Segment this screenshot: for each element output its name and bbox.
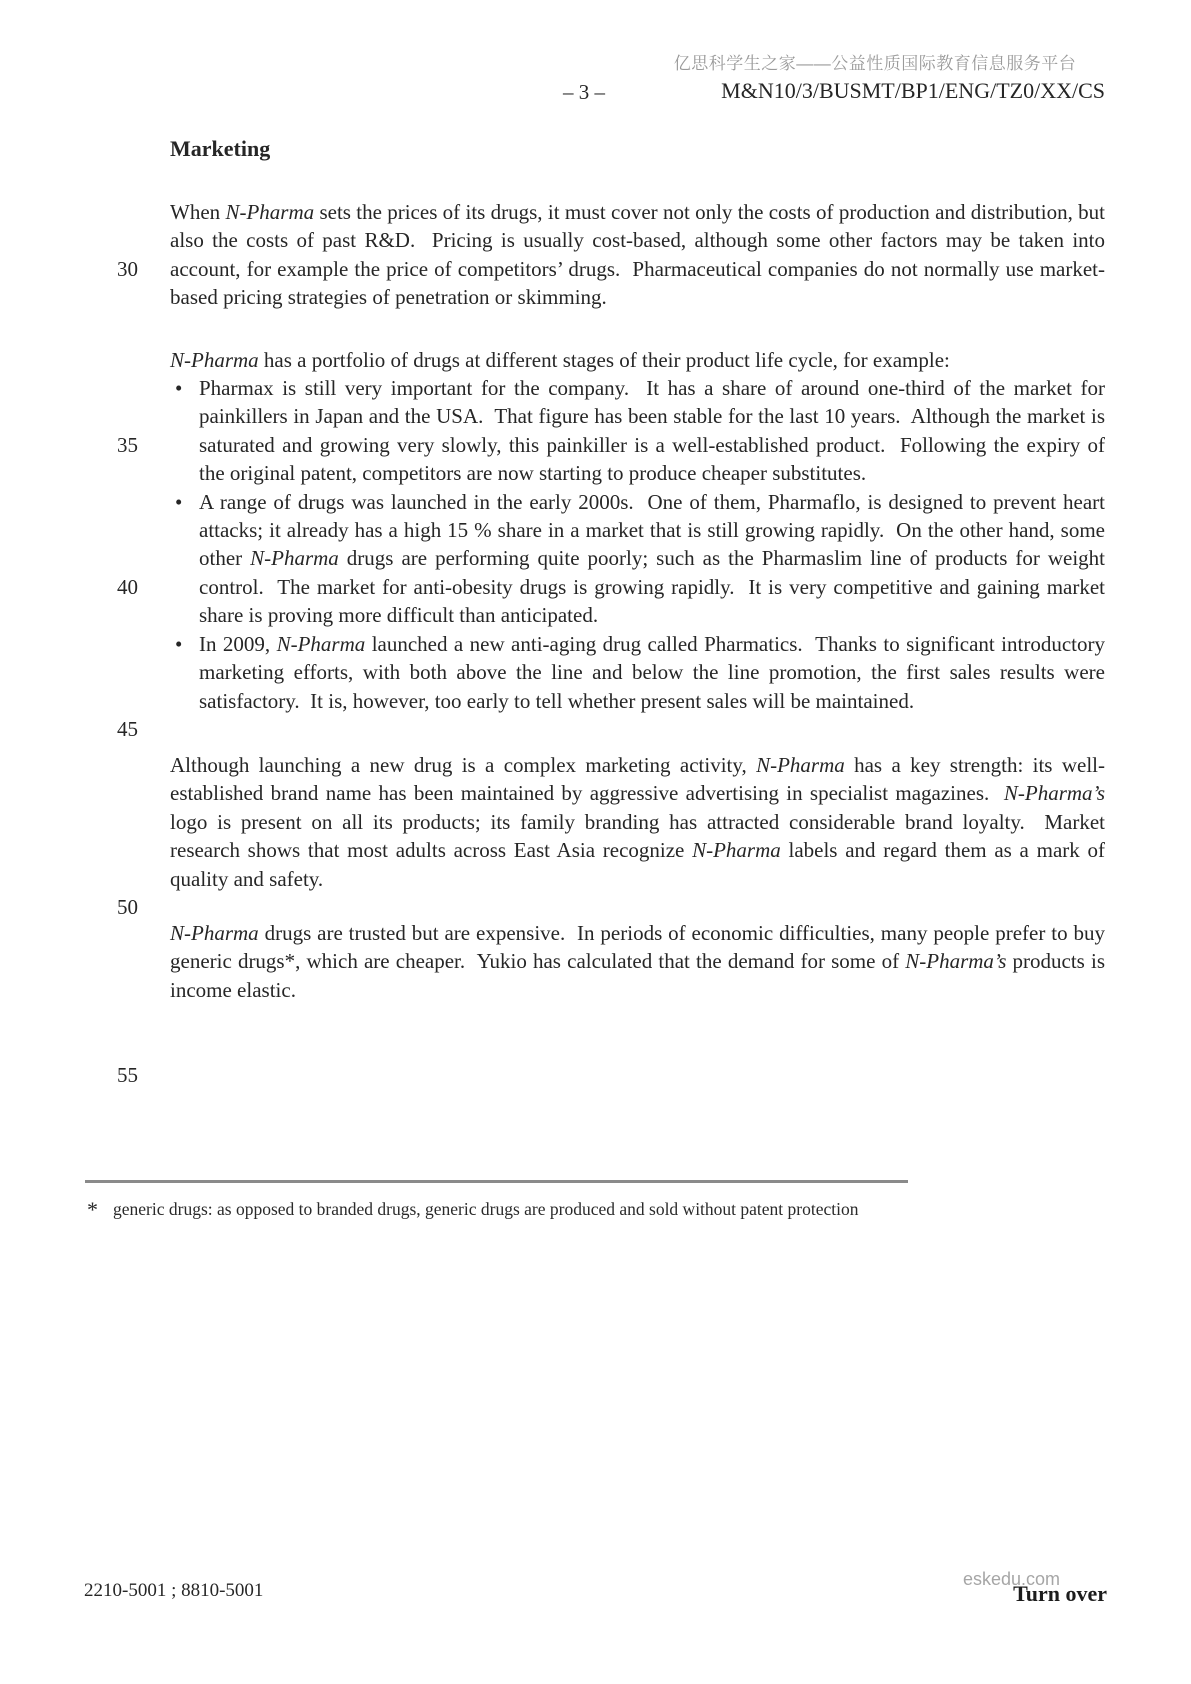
text-run: sets the prices of its drugs, it must cover not only the costs of production and distribution, but also the costs of past R&D. Pricing is usually cost-based, although some other factors may be taken into account, for example the price of competitors’ drugs. Pharmaceutical companies do not normally use market-based pricing strategies of penetration or skimming. [170, 200, 1105, 310]
text-run: has a key strength: its well-established brand name has been maintained by aggressive advertising in specialist magazines. [170, 752, 1105, 806]
text-run: drugs are performing quite poorly; such as the Pharmaslim line of products for weight control. The market for anti-obesity drugs is growing rapidly. It is very competitive and gaining market share is proving more difficult than anticipated. [199, 546, 1105, 628]
italic-text: N-Pharma [692, 838, 781, 863]
footnote-marker: * [87, 1197, 98, 1222]
footnote-text: generic drugs: as opposed to branded drugs, generic drugs are produced and sold without patent protection [113, 1199, 859, 1219]
text-run: drugs are trusted but are expensive. In periods of economic difficulties, many people prefer to buy generic drugs*, which are cheaper. Yukio has calculated that the demand for some of [170, 920, 1105, 974]
italic-text: N-Pharma [276, 631, 366, 656]
bullet-list [170, 374, 1105, 715]
bullet-icon: • [175, 489, 183, 514]
text-run: Pharmax is still very important for the company. It has a share of around one-third of the market for painkillers in Japan and the USA. That figure has been stable for the last 10 years. Although the market is saturated and growing very slowly, this painkiller is a well-established product. Following the expiry of the original patent, competitors are now starting to produce cheaper substitutes. [199, 376, 1105, 486]
paragraph [170, 198, 1105, 312]
line-number: 50 [117, 895, 138, 919]
text-run: products is income elastic. [170, 949, 1106, 1002]
italic-text: N-Pharma [225, 200, 315, 224]
text-run: logo is present on all its products; its family branding has attracted considerable brand loyalty. Market research shows that most adults across East Asia recognize [170, 809, 1105, 863]
line-number: 40 [117, 575, 138, 599]
text-run: When [170, 200, 226, 224]
bullet-item [170, 374, 1105, 488]
bullet-icon: • [175, 376, 183, 401]
line-number: 35 [117, 433, 138, 457]
italic-text: N-Pharma [170, 347, 259, 372]
paragraph [170, 346, 1105, 374]
site-banner-text: 亿思科学生之家——公益性质国际教育信息服务平台 [673, 54, 1077, 73]
italic-text: N-Pharma [170, 920, 259, 945]
bullet-item [170, 630, 1105, 715]
passage-text [170, 198, 1105, 1004]
section-heading: Marketing [170, 136, 271, 161]
italic-text: N-Pharma [756, 752, 845, 777]
footnote-divider [85, 1180, 908, 1183]
text-run: has a portfolio of drugs at different stages of their product life cycle, for example: [258, 347, 950, 372]
line-number: 30 [117, 257, 138, 281]
italic-text: N-Pharma [250, 546, 339, 571]
bullet-icon: • [175, 631, 183, 656]
footnote [87, 1198, 897, 1221]
paragraph [170, 919, 1105, 1004]
italic-text: N-Pharma’s [905, 949, 1007, 974]
turn-over-label: Turn over [1013, 1581, 1107, 1606]
text-run: A range of drugs was launched in the early 2000s. One of them, Pharmaflo, is designed to prevent heart attacks; it already has a high 15 % share in a market that is still growing rapidly. On the other hand, some other [199, 489, 1105, 571]
site-watermark: eskedu.com [963, 1569, 1061, 1589]
line-number: 55 [117, 1063, 138, 1087]
text-run: In 2009, [199, 631, 277, 656]
paper-code: M&N10/3/BUSMT/BP1/ENG/TZ0/XX/CS [721, 78, 1105, 103]
text-run: launched a new anti-aging drug called Pharmatics. Thanks to significant introductory marketing efforts, with both above the line and below the line promotion, the first sales results were satisfactory. It is, however, too early to tell whether present sales will be maintained. [199, 631, 1105, 713]
text-run: labels and regard them as a mark of quality and safety. [170, 838, 1105, 891]
italic-text: N-Pharma’s [1003, 781, 1105, 806]
text-run: Although launching a new drug is a complex marketing activity, [170, 752, 757, 777]
document-codes: 2210-5001 ; 8810-5001 [84, 1580, 264, 1601]
line-number: 45 [117, 717, 138, 741]
page-number: – 3 – [563, 80, 605, 104]
paragraph [170, 751, 1105, 893]
bullet-item [170, 488, 1105, 630]
